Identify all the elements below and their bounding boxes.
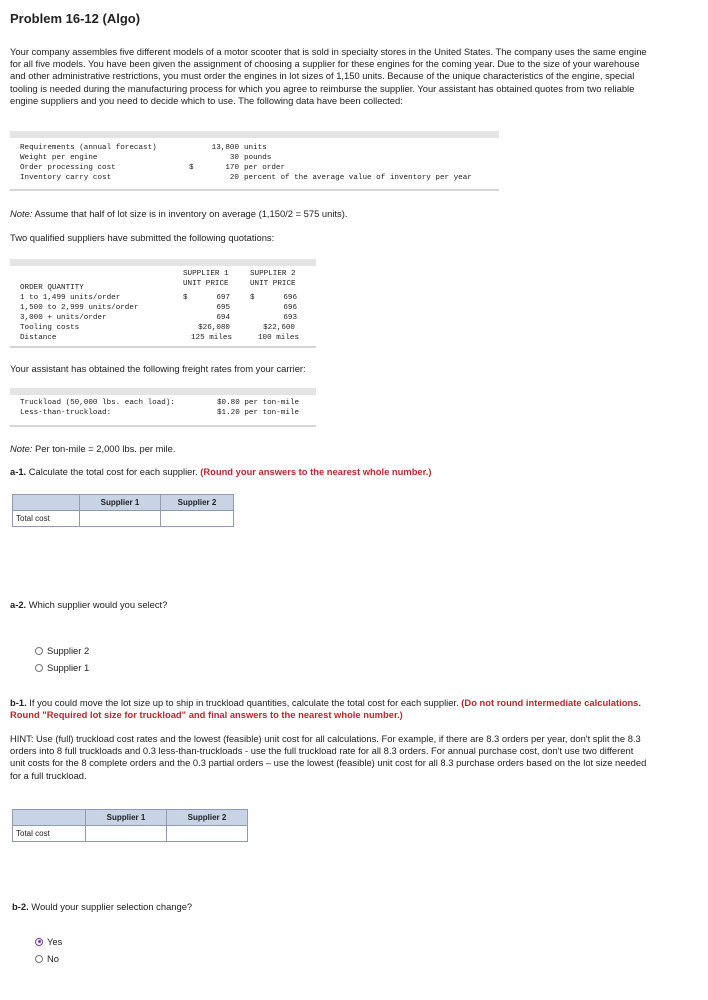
quote-s1-value: $26,080	[198, 324, 230, 332]
quote-header: UNIT PRICE	[183, 280, 229, 288]
col-header-supplier-1: Supplier 1	[80, 495, 161, 511]
a1-answer-table	[12, 494, 234, 527]
quote-dollar: $	[183, 294, 188, 302]
question-text: Which supplier would you select?	[26, 599, 168, 610]
table-corner	[13, 495, 80, 511]
a1-supplier-1-input[interactable]	[80, 511, 161, 527]
question-instruction: (Round your answers to the nearest whole number.)	[200, 466, 432, 477]
question-text: Would your supplier selection change?	[28, 901, 193, 912]
radio-button[interactable]	[35, 664, 43, 672]
note-lot-size	[10, 208, 347, 219]
req-value: 20	[229, 174, 239, 182]
quotes-intro: Two qualified suppliers have submitted the following quotations:	[10, 232, 275, 243]
quote-s1-value: 697	[216, 294, 230, 302]
table-corner	[13, 810, 86, 826]
col-header-supplier-1: Supplier 1	[86, 810, 167, 826]
option-label: Supplier 2	[47, 645, 90, 656]
quote-row-label: Tooling costs	[20, 324, 80, 332]
quote-s1-value: 695	[216, 304, 230, 312]
note-ton-mile	[10, 443, 175, 454]
requirements-table	[10, 131, 499, 191]
question-a2	[10, 599, 167, 610]
question-b1	[10, 697, 650, 721]
note-label: Note:	[10, 443, 33, 454]
col-header-supplier-2: Supplier 2	[167, 810, 248, 826]
freight-label: Less-than-truckload:	[20, 409, 112, 417]
req-unit: percent of the average value of inventory per year	[244, 174, 472, 182]
note-text: Assume that half of lot size is in inventory on average (1,150/2 = 575 units).	[32, 208, 348, 219]
quote-header: SUPPLIER 2	[250, 270, 296, 278]
question-number: a-2.	[10, 599, 27, 610]
quote-dollar: $	[250, 294, 255, 302]
req-label: Weight per engine	[20, 154, 98, 162]
b2-option-yes[interactable]	[35, 936, 62, 947]
b1-hint: HINT: Use (full) truckload cost rates and the lowest (feasible) unit cost for all calculations. For example, if there are 8.3 orders per year, don't split the 8.3 orders into 8 full truckloads and 0.3 less-than-truckloads - use the full truckload rate for all 8.3 orders. For annual purchase cost, don't use two different unit costs for the 8 complete orders and the 0.3 partial orders – use the lowest (feasible) unit cost for all 8.3 purchase orders based on the lot size needed for a full truckload.	[10, 733, 647, 781]
quote-row-label: 3,000 + units/order	[20, 314, 107, 322]
row-label-total-cost: Total cost	[13, 826, 86, 842]
quote-s2-value: 696	[283, 304, 297, 312]
quote-s2-value: $22,600	[263, 324, 295, 332]
quotations-table	[10, 259, 316, 348]
freight-table	[10, 388, 316, 427]
quote-s2-value: 100 miles	[257, 334, 299, 342]
note-text: Per ton-mile = 2,000 lbs. per mile.	[32, 443, 176, 454]
question-a1	[10, 466, 432, 477]
option-label: No	[47, 953, 59, 964]
quote-header: SUPPLIER 1	[183, 270, 229, 278]
radio-button[interactable]	[35, 955, 43, 963]
question-number: b-1.	[10, 697, 27, 708]
note-label: Note:	[10, 208, 33, 219]
req-unit: pounds	[244, 154, 272, 162]
question-number: a-1.	[10, 466, 27, 477]
question-text: If you could move the lot size up to ship in truckload quantities, calculate the total cost for each supplier.	[26, 697, 462, 708]
question-instruction: (Do not round intermediate calculations. Round "Required lot size for truckload" and final answers to the nearest whole number.)	[10, 697, 642, 721]
quote-s1-value: 125 miles	[190, 334, 232, 342]
option-label: Supplier 1	[47, 662, 90, 673]
page-title: Problem 16-12 (Algo)	[10, 11, 141, 26]
quote-s2-value: 693	[283, 314, 297, 322]
b1-supplier-1-input[interactable]	[86, 826, 167, 842]
quote-row-label: 1,500 to 2,999 units/order	[20, 304, 139, 312]
b1-supplier-2-input[interactable]	[167, 826, 248, 842]
req-unit: units	[244, 144, 267, 152]
b1-answer-table	[12, 809, 248, 842]
req-value: 13,800	[211, 144, 239, 152]
req-unit: per order	[244, 164, 286, 172]
freight-intro: Your assistant has obtained the following freight rates from your carrier:	[10, 363, 306, 374]
quote-row-label: Distance	[20, 334, 57, 342]
freight-label: Truckload (50,000 lbs. each load):	[20, 399, 175, 407]
a2-option-supplier-1[interactable]	[35, 662, 89, 673]
req-value: 170	[225, 164, 239, 172]
quote-s1-value: 694	[216, 314, 230, 322]
radio-button[interactable]	[35, 647, 43, 655]
req-label: Inventory carry cost	[20, 174, 112, 182]
quote-col-label: ORDER QUANTITY	[20, 284, 84, 292]
question-b2	[12, 901, 192, 912]
quote-header: UNIT PRICE	[250, 280, 296, 288]
row-label-total-cost: Total cost	[13, 511, 80, 527]
a1-supplier-2-input[interactable]	[161, 511, 234, 527]
question-text: Calculate the total cost for each supplier.	[26, 466, 201, 477]
question-number: b-2.	[12, 901, 29, 912]
a2-option-supplier-2[interactable]	[35, 645, 89, 656]
b2-option-no[interactable]	[35, 953, 59, 964]
radio-button-selected[interactable]	[35, 938, 43, 946]
quote-row-label: 1 to 1,499 units/order	[20, 294, 121, 302]
col-header-supplier-2: Supplier 2	[161, 495, 234, 511]
req-label: Order processing cost	[20, 164, 116, 172]
intro-paragraph: Your company assembles five different models of a motor scooter that is sold in specialty stores in the United States. The company uses the same engine for all five models. You have been given the assignment of choosing a supplier for these engines for the coming year. Due to the size of your warehouse and other administrative restrictions, you must order the engines in lot sizes of 1,150 units. Because of the unique characteristics of the engine, special tooling is needed during the manufacturing process for which you agree to reimburse the supplier. Your assistant has obtained quotes from two reliable engine suppliers and you need to decide which to use. The following data have been collected:	[10, 46, 647, 106]
quote-s2-value: 696	[283, 294, 297, 302]
req-dollar: $	[189, 164, 194, 172]
option-label: Yes	[47, 936, 63, 947]
req-label: Requirements (annual forecast)	[20, 144, 157, 152]
freight-rate: $0.80 per ton-mile	[217, 399, 300, 407]
req-value: 30	[229, 154, 239, 162]
freight-rate: $1.20 per ton-mile	[217, 409, 300, 417]
